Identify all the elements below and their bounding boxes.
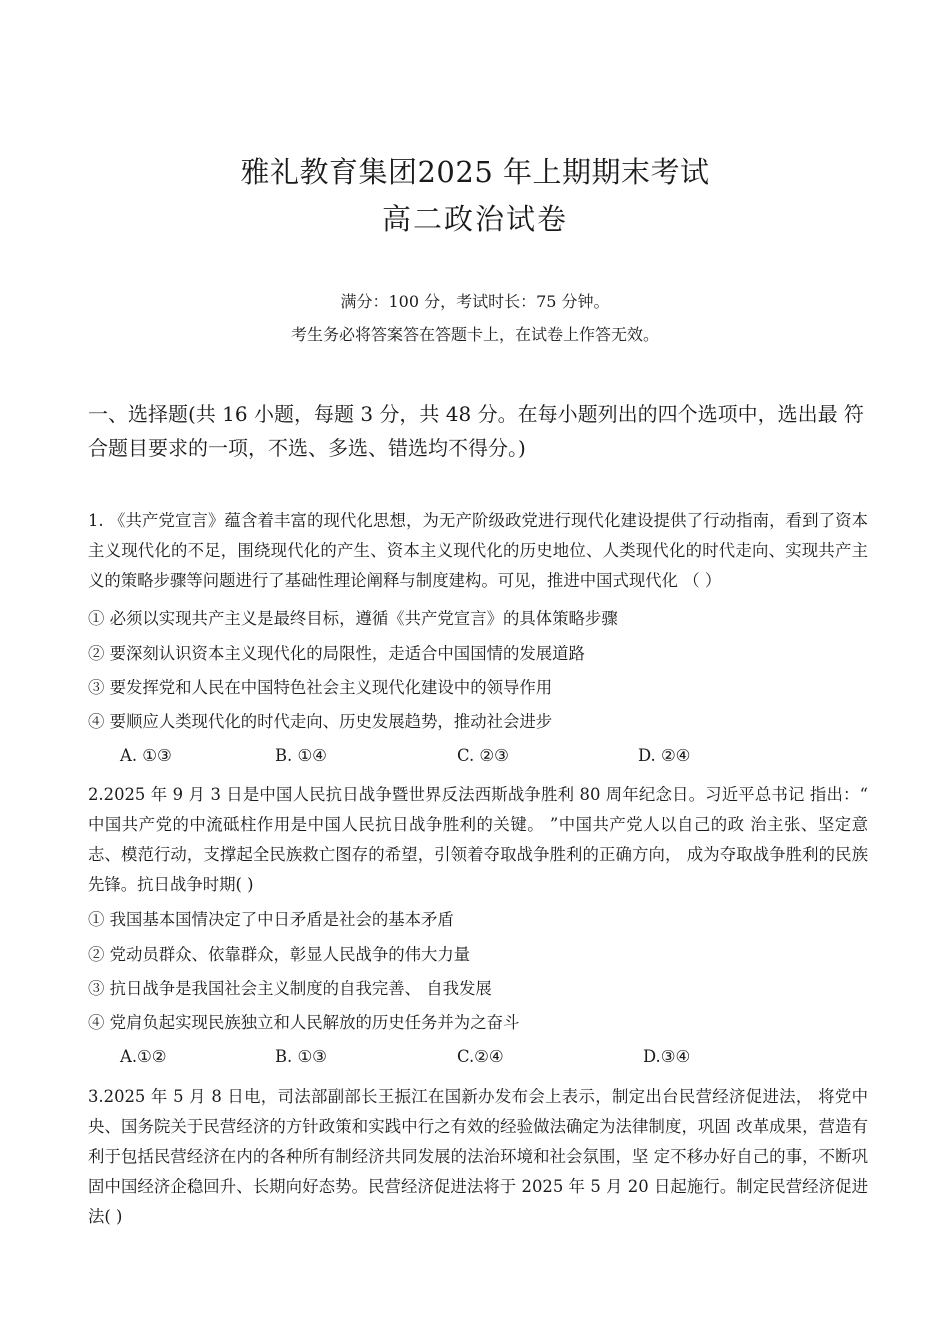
question-2-option-2: ② 党动员群众、依靠群众，彰显人民战争的伟大力量	[88, 945, 471, 964]
question-1-choices	[0, 741, 950, 771]
score-info: 满分：100 分，考试时长：75 分钟。	[340, 292, 610, 311]
question-1-choice-b: B. ①④	[275, 746, 327, 765]
question-3-stem: 3.2025 年 5 月 8 日电，司法部副部长王振江在国新办发布会上表示，制定出台民营经济促进法， 将党中央、国务院关于民营经济的方针政策和实践中行之有效的经验做法确定为法律制度，巩固 改革成果，营造有利于包括民营经济在内的各种所有制经济共同发展的法治环境和社会氛围，坚 定不移办好自己的事，不断巩固中国经济企稳回升、长期向好态势。民营经济促进法将于 2025 年 5 月 20 日起施行。制定民营经济促进法( )	[88, 1087, 868, 1226]
question-2-option-1: ① 我国基本国情决定了中日矛盾是社会的基本矛盾	[88, 910, 454, 929]
question-1-option-1: ① 必须以实现共产主义是最终目标，遵循《共产党宣言》的具体策略步骤	[88, 609, 618, 628]
question-1-option-4: ④ 要顺应人类现代化的时代走向、历史发展趋势，推动社会进步	[88, 712, 553, 731]
exam-subtitle: 高二政治试卷	[381, 202, 568, 236]
question-2-choices	[0, 1042, 950, 1072]
question-2-choice-b: B. ①③	[275, 1047, 327, 1066]
question-1-stem: 1. 《共产党宣言》蕴含着丰富的现代化思想，为无产阶级政党进行现代化建设提供了行动指南，看到了资本主义现代化的不足，围绕现代化的产生、资本主义现代化的历史地位、人类现代化的时代走向、实现共产主义的策略步骤等问题进行了基础性理论阐释与制度建构。可见，推进中国式现代化 （ ）	[88, 511, 868, 590]
question-2-choice-c: C.②④	[457, 1047, 504, 1066]
question-1-choice-d: D. ②④	[638, 746, 691, 765]
question-1-option-2: ② 要深刻认识资本主义现代化的局限性，走适合中国国情的发展道路	[88, 644, 585, 663]
question-2-option-4: ④ 党肩负起实现民族独立和人民解放的历史任务并为之奋斗	[88, 1013, 520, 1032]
question-2-choice-a: A.①②	[120, 1047, 167, 1066]
section-heading: 一、选择题(共 16 小题，每题 3 分，共 48 分。在每小题列出的四个选项中，选出最 符合题目要求的一项，不选、多选、错选均不得分。)	[88, 402, 864, 460]
answer-notice: 考生务必将答案答在答题卡上，在试卷上作答无效。	[290, 325, 659, 344]
question-1-choice-c: C. ②③	[457, 746, 509, 765]
question-2-stem: 2.2025 年 9 月 3 日是中国人民抗日战争暨世界反法西斯战争胜利 80 周年纪念日。习近平总书记 指出：“ 中国共产党的中流砥柱作用是中国人民抗日战争胜利的关键。 ”中国共产党人以自己的政 治主张、坚定意志、模范行动，支撑起全民族救亡图存的希望，引领着夺取战争胜利的正确方向， 成为夺取战争胜利的民族先锋。抗日战争时期( )	[88, 785, 868, 894]
question-2-option-3: ③ 抗日战争是我国社会主义制度的自我完善、 自我发展	[88, 979, 492, 998]
question-2-choice-d: D.③④	[643, 1047, 691, 1066]
exam-title: 雅礼教育集团2025 年上期期末考试	[240, 155, 710, 189]
question-1-option-3: ③ 要发挥党和人民在中国特色社会主义现代化建设中的领导作用	[88, 678, 553, 697]
question-1-choice-a: A. ①③	[120, 746, 172, 765]
